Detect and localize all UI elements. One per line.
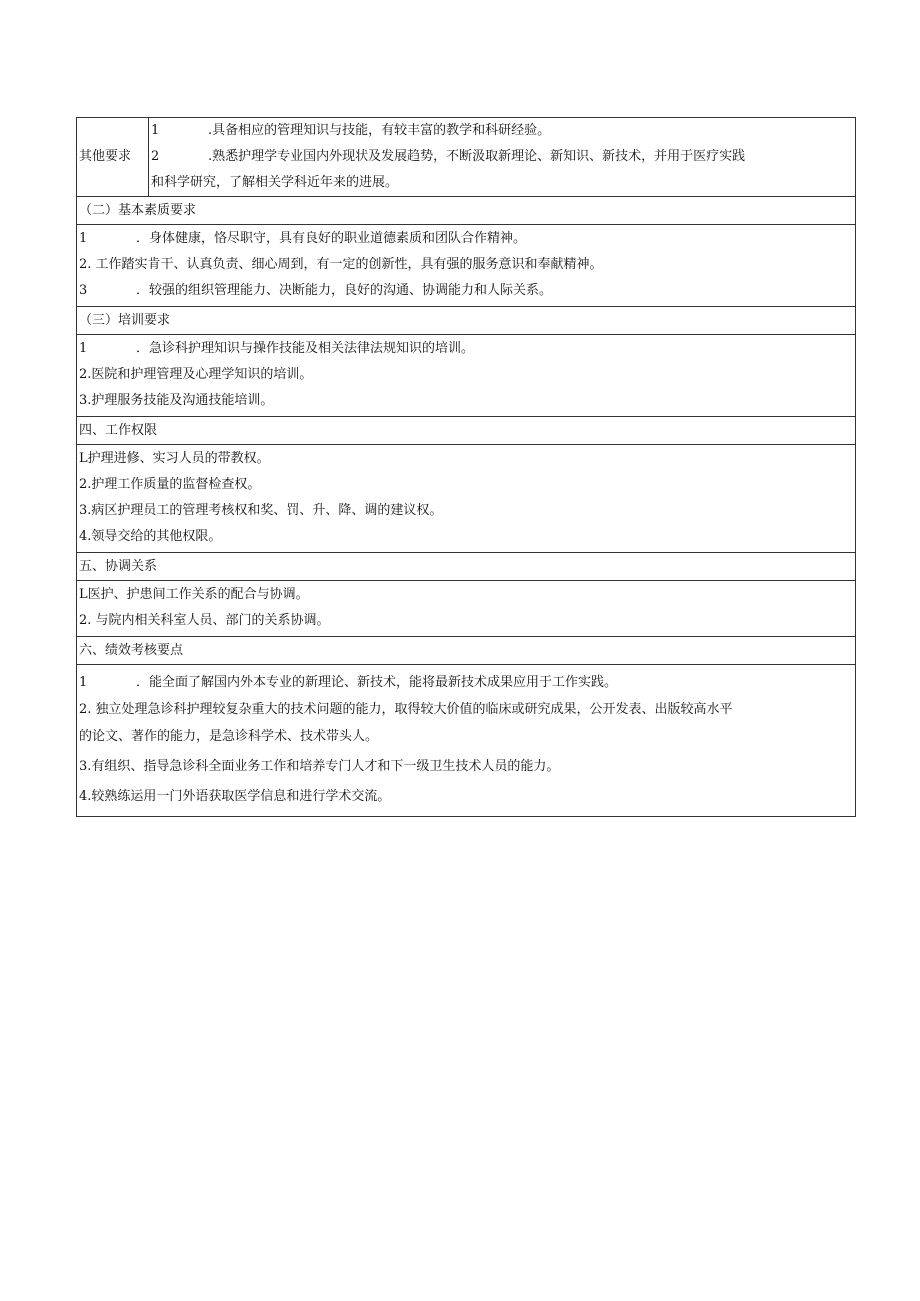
training-content	[77, 335, 856, 417]
section-heading-authority: 四、工作权限	[77, 417, 856, 445]
list-item: 1 .具备相应的管理知识与技能，有较丰富的教学和科研经验。	[151, 123, 551, 138]
list-item: 2.医院和护理管理及心理学知识的培训。	[79, 367, 313, 382]
list-item: 3.有组织、指导急诊科全面业务工作和培养专门人才和下一级卫生技术人员的能力。	[79, 759, 560, 774]
list-item: 3.护理服务技能及沟通技能培训。	[79, 393, 274, 408]
list-item: 2. 与院内相关科室人员、部门的关系协调。	[79, 613, 330, 628]
list-item: 2. 独立处理急诊科护理较复杂重大的技术问题的能力，取得较大价值的临床或研究成果，公开发表、出版较高水平	[79, 702, 733, 717]
list-item: 2.护理工作质量的监督检查权。	[79, 477, 261, 492]
section-heading-basic-quality: （二）基本素质要求	[77, 197, 856, 225]
list-item: 2. 工作踏实肯干、认真负责、细心周到，有一定的创新性，具有强的服务意识和奉献精神。	[79, 257, 603, 272]
section-heading-training: （三）培训要求	[77, 307, 856, 335]
list-item: 1 ．能全面了解国内外本专业的新理论、新技术，能将最新技术成果应用于工作实践。	[79, 675, 618, 690]
basic-quality-content	[77, 225, 856, 307]
list-item: 3 ．较强的组织管理能力、决断能力，良好的沟通、协调能力和人际关系。	[79, 283, 553, 298]
other-requirements-row	[77, 118, 856, 197]
section-heading-performance: 六、绩效考核要点	[77, 637, 856, 665]
section-heading-coordination: 五、协调关系	[77, 553, 856, 581]
authority-content	[77, 445, 856, 553]
performance-content	[77, 665, 856, 817]
list-item: 1 ．急诊科护理知识与操作技能及相关法律法规知识的培训。	[79, 341, 475, 356]
requirements-table	[76, 117, 856, 817]
list-item: L医护、护患间工作关系的配合与协调。	[79, 587, 309, 602]
job-description-document	[76, 117, 855, 817]
list-item: 2 .熟悉护理学专业国内外现状及发展趋势，不断汲取新理论、新知识、新技术，并用于医疗实践	[151, 149, 746, 164]
list-item: L护理进修、实习人员的带教权。	[79, 451, 270, 466]
other-requirements-content	[149, 118, 856, 197]
list-item-continuation: 和科学研究，了解相关学科近年来的进展。	[151, 175, 399, 190]
list-item: 1 ．身体健康，恪尽职守，具有良好的职业道德素质和团队合作精神。	[79, 231, 527, 246]
list-item: 3.病区护理员工的管理考核权和奖、罚、升、降、调的建议权。	[79, 503, 443, 518]
list-item: 4.较熟练运用一门外语获取医学信息和进行学术交流。	[79, 789, 391, 804]
coordination-content	[77, 581, 856, 637]
other-requirements-label: 其他要求	[77, 118, 149, 197]
list-item: 4.领导交给的其他权限。	[79, 529, 222, 544]
list-item-continuation: 的论文、著作的能力，是急诊科学术、技术带头人。	[79, 729, 379, 744]
